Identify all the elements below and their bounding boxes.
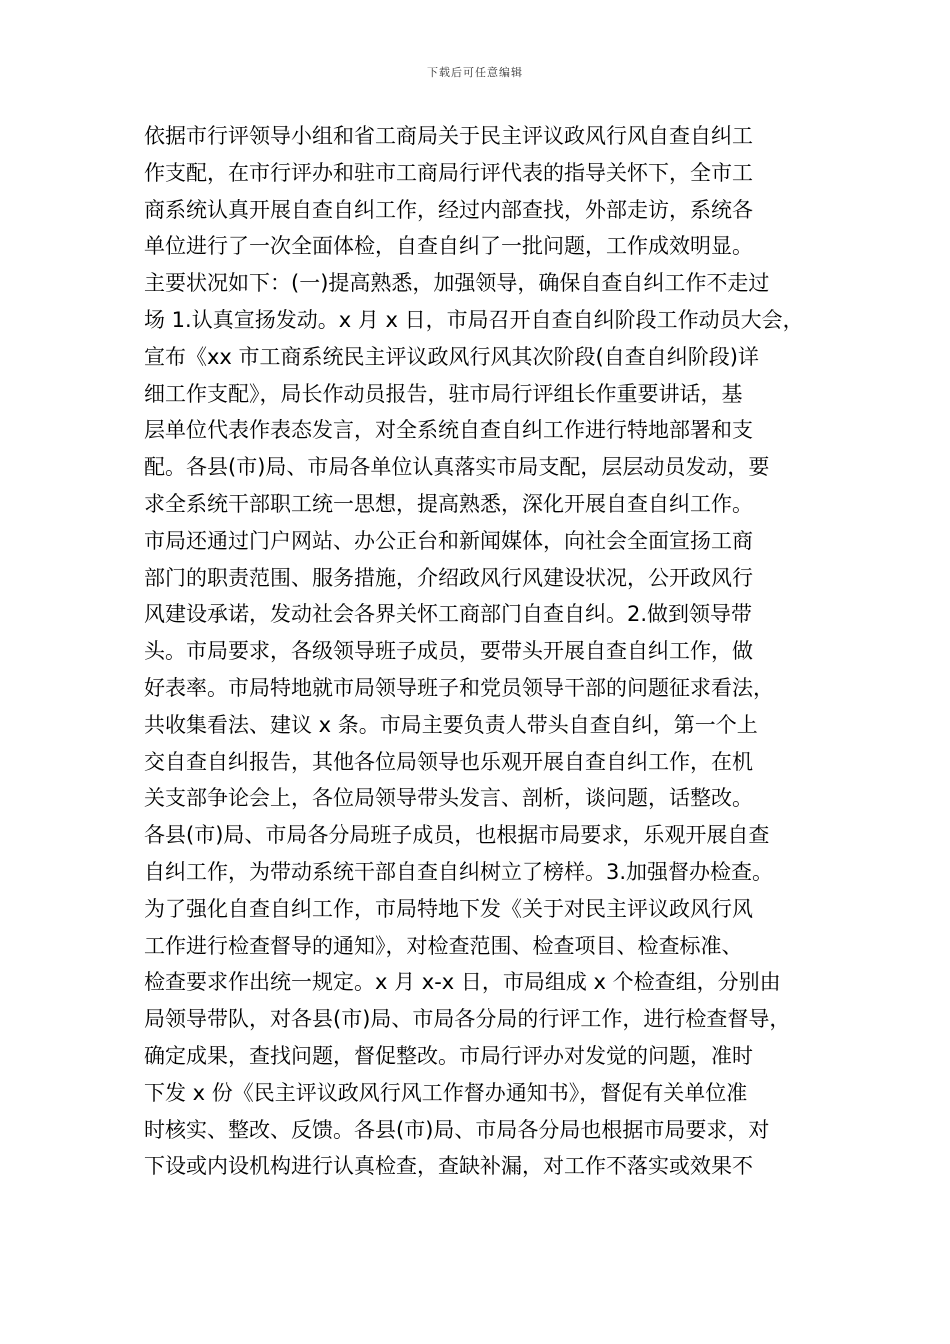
body-text-line: 时核实、整改、反馈。各县(市)局、市局各分局也根据市局要求，对 (144, 1117, 770, 1142)
body-text-line: 关支部争论会上，各位局领导带头发言、剖析，谈问题，话整改。 (144, 786, 753, 811)
body-text-line: 检查要求作出统一规定。x 月 x-x 日，市局组成 x 个检查组，分别由 (144, 970, 781, 995)
body-text-line: 细工作支配》，局长作动员报告，驻市局行评组长作重要讲话，基 (144, 381, 743, 406)
body-text-line: 配。各县(市)局、市局各单位认真落实市局支配，层层动员发动，要 (144, 455, 770, 480)
body-text-line: 下设或内设机构进行认真检查，查缺补漏，对工作不落实或效果不 (144, 1154, 753, 1179)
body-text-line: 好表率。市局特地就市局领导班子和党员领导干部的问题征求看法， (144, 675, 774, 700)
body-text-line: 交自查自纠报告，其他各位局领导也乐观开展自查自纠工作，在机 (144, 749, 753, 774)
body-text-line: 层单位代表作表态发言，对全系统自查自纠工作进行特地部署和支 (144, 418, 753, 443)
body-text-line: 为了强化自查自纠工作，市局特地下发《关于对民主评议政风行风 (144, 896, 753, 921)
body-text-line: 各县(市)局、市局各分局班子成员，也根据市局要求，乐观开展自查 (144, 823, 770, 848)
body-text-line: 市局还通过门户网站、办公正台和新闻媒体，向社会全面宣扬工商 (144, 528, 753, 553)
body-text-line: 局领导带队，对各县(市)局、市局各分局的行评工作，进行检查督导， (144, 1007, 791, 1032)
body-text-line: 头。市局要求，各级领导班子成员，要带头开展自查自纠工作，做 (144, 639, 753, 664)
body-text-line: 确定成果，查找问题，督促整改。市局行评办对发觉的问题，准时 (144, 1043, 753, 1068)
document-body (144, 118, 816, 1185)
body-text-line: 共收集看法、建议 x 条。市局主要负责人带头自查自纠，第一个上 (144, 712, 758, 737)
body-text-line: 商系统认真开展自查自纠工作，经过内部查找，外部走访，系统各 (144, 197, 753, 222)
page-header: 下载后可任意编辑 (427, 66, 523, 79)
body-text-line: 主要状况如下：(一)提高熟悉，加强领导，确保自查自纠工作不走过 (144, 271, 770, 296)
body-text-line: 自纠工作，为带动系统干部自查自纠树立了榜样。3.加强督办检查。 (144, 859, 774, 884)
body-text-line: 求全系统干部职工统一思想，提高熟悉，深化开展自查自纠工作。 (144, 491, 753, 516)
body-text-line: 作支配，在市行评办和驻市工商局行评代表的指导关怀下，全市工 (144, 160, 753, 185)
body-text-line: 风建设承诺，发动社会各界关怀工商部门自查自纠。2.做到领导带 (144, 602, 753, 627)
body-text-line: 场 1.认真宣扬发动。x 月 x 日，市局召开自查自纠阶段工作动员大会， (144, 307, 804, 332)
body-text-line: 宣布《xx 市工商系统民主评议政风行风其次阶段(自查自纠阶段)详 (144, 344, 759, 369)
body-text-line: 工作进行检查督导的通知》，对检查范围、检查项目、检查标准、 (144, 933, 743, 958)
body-text-line: 依据市行评领导小组和省工商局关于民主评议政风行风自查自纠工 (144, 124, 753, 148)
body-text-line: 下发 x 份《民主评议政风行风工作督办通知书》，督促有关单位准 (144, 1080, 748, 1105)
body-text-line: 单位进行了一次全面体检，自查自纠了一批问题，工作成效明显。 (144, 234, 753, 259)
body-text-line: 部门的职责范围、服务措施，介绍政风行风建设状况，公开政风行 (144, 565, 753, 590)
